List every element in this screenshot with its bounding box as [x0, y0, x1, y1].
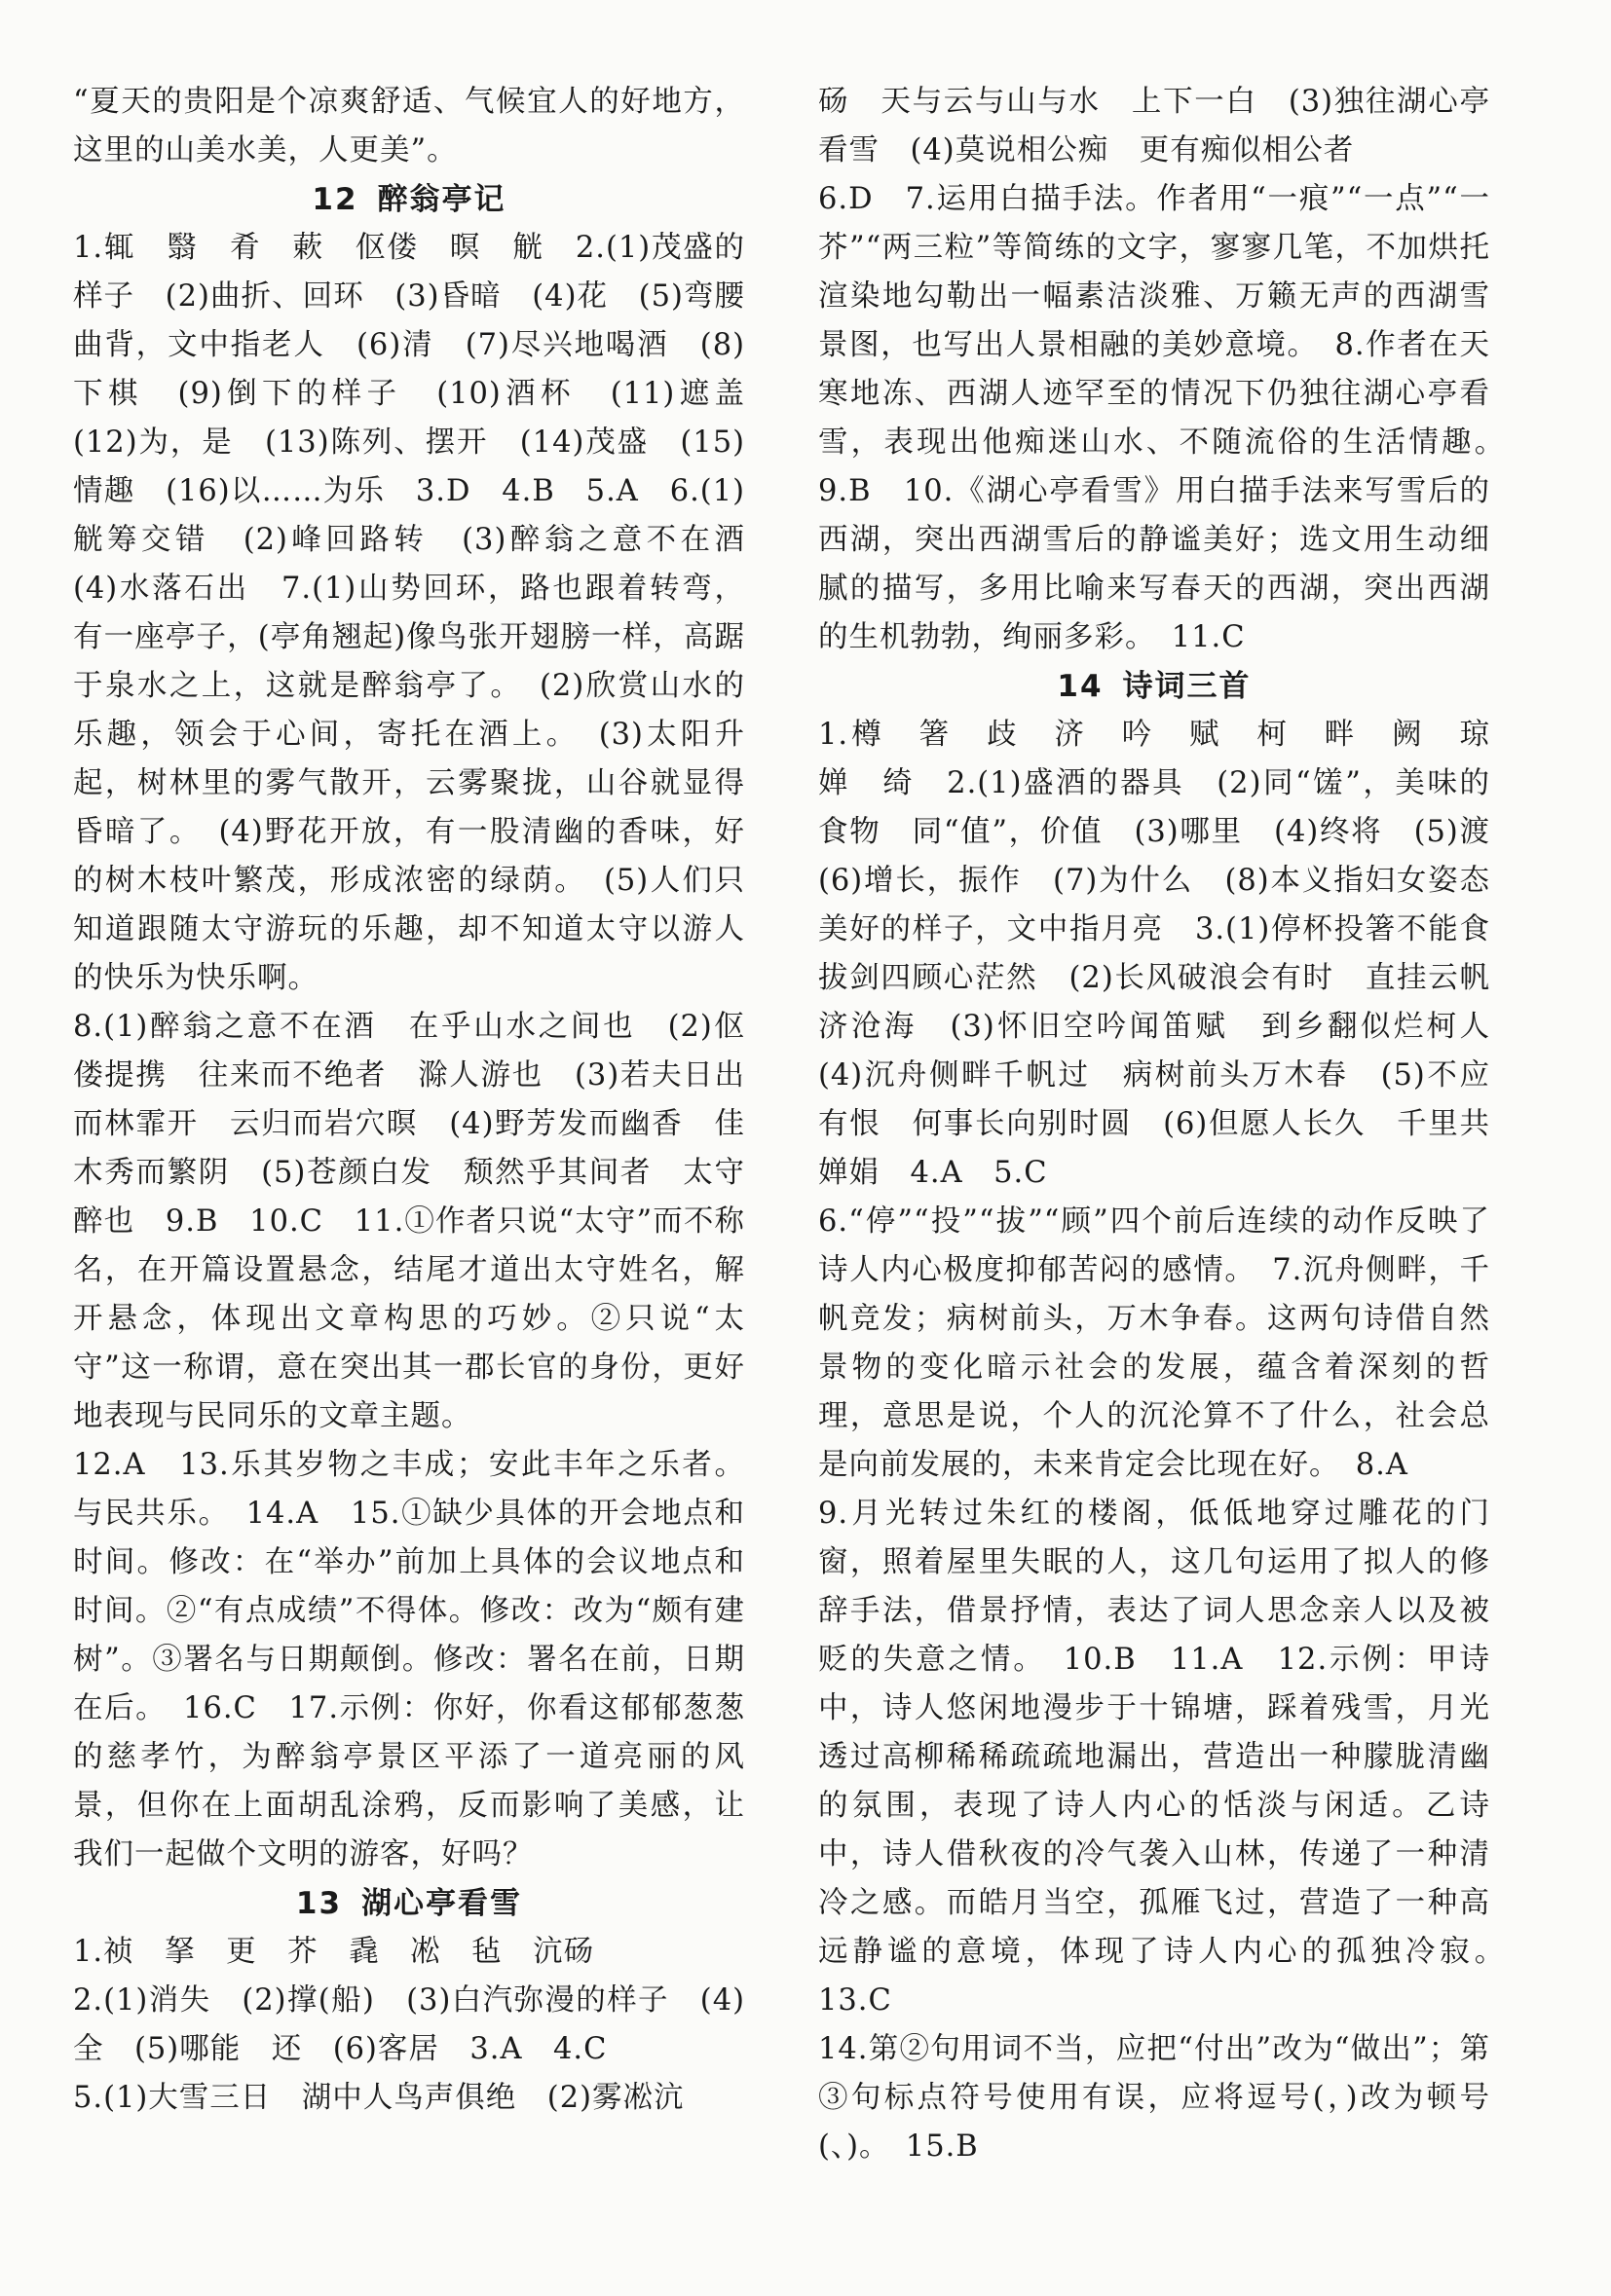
section-12-answers-3: 12.A 13.乐其岁物之丰成；安此丰年之乐者。与民共乐。 14.A 15.①缺少具体的开会地点和时间。修改：在“举办”前加上具体的会议地点和时间。②“有点成绩”不得体。修改：改为“颇有建树”。③署名与日期颠倒。修改：署名在前，日期在后。 16.C 17.示例：你好，你看这郁郁葱葱的慈孝竹，为醉翁亭景区平添了一道亮丽的风景，但你在上面胡乱涂鸦，反而影响了美感，让我们一起做个文明的游客，好吗？ — [73, 1448, 745, 1871]
section-number: 13 — [295, 1886, 343, 1921]
section-13-continued-2: 6.D 7.运用白描手法。作者用“一痕”“一点”“一芥”“两三粒”等简练的文字，寥寥几笔，不加烘托渲染地勾勒出一幅素洁淡雅、万籁无声的西湖雪景图，也写出人景相融的美妙意境。 8.作者在天寒地冻、西湖人迹罕至的情况下仍独往湖心亭看雪，表现出他痴迷山水、不随流俗的生活情趣。 9.B 10.《湖心亭看雪》用白描手法来写雪后的西湖，突出西湖雪后的静谧美好；选文用生动细腻的描写，多用比喻来写春天的西湖，突出西湖的生机勃勃，绚丽多彩。 11.C — [818, 182, 1521, 654]
section-12-answers-2: 8.(1)醉翁之意不在酒 在乎山水之间也 (2)伛偻提携 往来而不绝者 滁人游也 (3)若夫日出而林霏开 云归而岩穴暝 (4)野芳发而幽香 佳木秀而繁阴 (5)苍颜白发 颓然乎其间者 太守醉也 9.B 10.C 11.①作者只说“太守”而不称名，在开篇设置悬念，结尾才道出太守姓名，解开悬念，体现出文章构思的巧妙。②只说“太守”这一称谓，意在突出其一郡长官的身份，更好地表现与民同乐的文章主题。 — [73, 1010, 745, 1433]
section-number: 12 — [312, 182, 358, 217]
section-title: 诗词三首 — [1122, 669, 1252, 704]
section-13-answers-2: 2.(1)消失 (2)撑(船) (3)白汽弥漫的样子 (4)全 (5)哪能 还 (6)客居 3.A 4.C — [73, 1983, 745, 2066]
section-13-answers-1: 1.祯 拏 更 芥 毳 凇 毡 沆砀 — [73, 1935, 595, 1969]
section-14-answers-1: 1.樽 箸 歧 济 吟 赋 柯 畔 阙 琼 婵 绮 2.(1)盛酒的器具 (2)同“馐”，美味的食物 同“值”，价值 (3)哪里 (4)终将 (5)渡 (6)增长，振作 (7)为什么 (8)本义指妇女姿态美好的样子，文中指月亮 3.(1)停杯投箸不能食 拔剑四顾心茫然 (2)长风破浪会有时 直挂云帆济沧海 (3)怀旧空吟闻笛赋 到乡翻似烂柯人 (4)沉舟侧畔千帆过 病树前头万木春 (5)不应有恨 何事长向别时圆 (6)但愿人长久 千里共婵娟 4.A 5.C — [818, 718, 1521, 1190]
section-13-heading — [73, 1879, 745, 1928]
section-title: 醉翁亭记 — [377, 182, 506, 217]
section-14-heading — [818, 662, 1490, 711]
section-13-continued-1: 砀 天与云与山与水 上下一白 (3)独往湖心亭看雪 (4)莫说相公痴 更有痴似相公者 — [818, 85, 1490, 167]
section-title: 湖心亭看雪 — [361, 1886, 523, 1921]
section-14-answers-2: 6.“停”“投”“拔”“顾”四个前后连续的动作反映了诗人内心极度抑郁苦闷的感情。 7.沉舟侧畔，千帆竞发；病树前头，万木争春。这两句诗借自然景物的变化暗示社会的发展，蕴含着深刻的哲理，意思是说，个人的沉沦算不了什么，社会总是向前发展的，未来肯定会比现在好。 8.A — [818, 1204, 1490, 1482]
intro-paragraph: “夏天的贵阳是个凉爽舒适、气候宜人的好地方，这里的山美水美，人更美”。 — [73, 85, 745, 167]
right-column — [818, 78, 1521, 2171]
section-13-answers-3: 5.(1)大雪三日 湖中人鸟声俱绝 (2)雾凇沆 — [73, 2081, 685, 2115]
section-14-answers-4: 14.第②句用词不当，应把“付出”改为“做出”；第③句标点符号使用有误，应将逗号(，)改为顿号(、)。 15.B — [818, 2032, 1490, 2164]
section-12-answers-1: 1.辄 翳 肴 蔌 伛偻 暝 觥 2.(1)茂盛的样子 (2)曲折、回环 (3)昏暗 (4)花 (5)弯腰曲背，文中指老人 (6)清 (7)尽兴地喝酒 (8)下棋 (9)倒下的样子 (10)酒杯 (11)遮盖 (12)为，是 (13)陈列、摆开 (14)茂盛 (15)情趣 (16)以……为乐 3.D 4.B 5.A 6.(1)觥筹交错 (2)峰回路转 (3)醉翁之意不在酒 (4)水落石出 7.(1)山势回环，路也跟着转弯，有一座亭子，(亭角翘起)像鸟张开翅膀一样，高踞于泉水之上，这就是醉翁亭了。 (2)欣赏山水的乐趣，领会于心间，寄托在酒上。 (3)太阳升起，树林里的雾气散开，云雾聚拢，山谷就显得昏暗了。 (4)野花开放，有一股清幽的香味，好的树木枝叶繁茂，形成浓密的绿荫。 (5)人们只知道跟随太守游玩的乐趣，却不知道太守以游人的快乐为快乐啊。 — [73, 231, 776, 995]
section-12-heading — [73, 175, 745, 224]
left-column — [73, 78, 776, 2123]
section-14-answers-3: 9.月光转过朱红的楼阁，低低地穿过雕花的门窗，照着屋里失眠的人，这几句运用了拟人的修辞手法，借景抒情，表达了词人思念亲人以及被贬的失意之情。 10.B 11.A 12.示例：甲诗中，诗人悠闲地漫步于十锦塘，踩着残雪，月光透过高柳稀稀疏疏地漏出，营造出一种朦胧清幽的氛围，表现了诗人内心的恬淡与闲适。乙诗中，诗人借秋夜的冷气袭入山林，传递了一种清冷之感。而皓月当空，孤雁飞过，营造了一种高远静谧的意境，体现了诗人内心的孤独冷寂。 13.C — [818, 1497, 1521, 2018]
section-number: 14 — [1057, 669, 1104, 704]
